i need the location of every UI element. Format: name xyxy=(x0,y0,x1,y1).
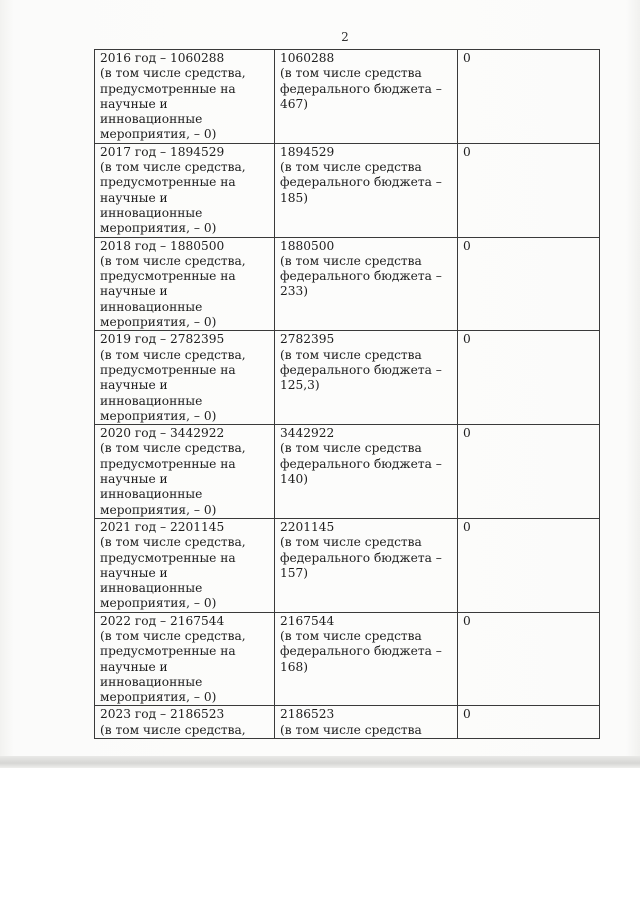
other-funding-cell xyxy=(458,612,600,706)
budget-funding-cell xyxy=(275,143,458,237)
cell-text-line: федерального бюджета – xyxy=(280,456,442,471)
cell-text-line: 1894529 xyxy=(280,144,335,159)
cell-text-line: 233) xyxy=(280,284,309,299)
cell-text-line: предусмотренные на xyxy=(100,550,236,565)
cell-text-line: инновационные xyxy=(100,487,203,502)
cell-text-line: (в том числе средства, xyxy=(100,66,246,81)
scan-edge xyxy=(0,756,640,768)
other-funding-cell xyxy=(458,706,600,739)
cell-text-line: 0 xyxy=(463,613,471,628)
cell-text-line: научные и xyxy=(100,96,168,111)
cell-text-line: 140) xyxy=(280,472,309,487)
table-row xyxy=(95,331,600,425)
budget-table xyxy=(94,49,600,739)
cell-text-line: инновационные xyxy=(100,299,203,314)
budget-funding-cell xyxy=(275,706,458,739)
cell-text-line: инновационные xyxy=(100,205,203,220)
budget-funding-cell xyxy=(275,237,458,331)
budget-funding-cell xyxy=(275,425,458,519)
cell-text-line: 1060288 xyxy=(280,51,335,65)
cell-text-line: 0 xyxy=(463,426,471,441)
cell-text-line: научные и xyxy=(100,472,168,487)
cell-text-line: 2023 год – 2186523 xyxy=(100,707,225,722)
cell-text-line: (в том числе средства xyxy=(280,628,422,643)
other-funding-cell xyxy=(458,425,600,519)
cell-text-line: научные и xyxy=(100,284,168,299)
cell-text-line: (в том числе средства, xyxy=(100,160,246,175)
cell-text-line: (в том числе средства, xyxy=(100,535,246,550)
cell-text-line: мероприятия, – 0) xyxy=(100,502,217,517)
total-funding-cell xyxy=(95,706,275,739)
cell-text-line: мероприятия, – 0) xyxy=(100,127,217,142)
cell-text-line: научные и xyxy=(100,190,168,205)
other-funding-cell xyxy=(458,143,600,237)
total-funding-cell xyxy=(95,143,275,237)
cell-text-line: научные и xyxy=(100,378,168,393)
cell-text-line: (в том числе средства xyxy=(280,160,422,175)
cell-text-line: (в том числе средства, xyxy=(100,628,246,643)
total-funding-cell xyxy=(95,425,275,519)
cell-text-line: научные и xyxy=(100,659,168,674)
cell-text-line: 2782395 xyxy=(280,332,335,347)
cell-text-line: 2022 год – 2167544 xyxy=(100,613,225,628)
cell-text-line: (в том числе средства, xyxy=(100,722,246,737)
cell-text-line: мероприятия, – 0) xyxy=(100,221,217,236)
total-funding-cell xyxy=(95,237,275,331)
cell-text-line: (в том числе средства xyxy=(280,722,422,737)
cell-text-line: 0 xyxy=(463,519,471,534)
other-funding-cell xyxy=(458,50,600,144)
cell-text-line: 0 xyxy=(463,238,471,253)
cell-text-line: (в том числе средства xyxy=(280,347,422,362)
cell-text-line: федерального бюджета – xyxy=(280,175,442,190)
other-funding-cell xyxy=(458,331,600,425)
cell-text-line: 2021 год – 2201145 xyxy=(100,519,225,534)
table-row xyxy=(95,143,600,237)
cell-text-line: федерального бюджета – xyxy=(280,81,442,96)
cell-text-line: мероприятия, – 0) xyxy=(100,408,217,423)
cell-text-line: (в том числе средства xyxy=(280,66,422,81)
table-row xyxy=(95,706,600,739)
total-funding-cell xyxy=(95,331,275,425)
cell-text-line: 185) xyxy=(280,190,309,205)
cell-text-line: (в том числе средства, xyxy=(100,347,246,362)
cell-text-line: федерального бюджета – xyxy=(280,550,442,565)
cell-text-line: 3442922 xyxy=(280,426,335,441)
total-funding-cell xyxy=(95,518,275,612)
cell-text-line: 157) xyxy=(280,565,309,580)
table-row xyxy=(95,612,600,706)
table-row xyxy=(95,425,600,519)
cell-text-line: инновационные xyxy=(100,112,203,127)
page-number: 2 xyxy=(341,30,349,44)
cell-text-line: 2017 год – 1894529 xyxy=(100,144,225,159)
cell-text-line: предусмотренные на xyxy=(100,644,236,659)
cell-text-line: (в том числе средства xyxy=(280,253,422,268)
cell-text-line: федерального бюджета – xyxy=(280,269,442,284)
cell-text-line: 2019 год – 2782395 xyxy=(100,332,225,347)
cell-text-line: 467) xyxy=(280,96,309,111)
budget-funding-cell xyxy=(275,612,458,706)
cell-text-line: (в том числе средства, xyxy=(100,441,246,456)
cell-text-line: предусмотренные на xyxy=(100,362,236,377)
cell-text-line: предусмотренные на xyxy=(100,81,236,96)
cell-text-line: инновационные xyxy=(100,393,203,408)
budget-funding-cell xyxy=(275,518,458,612)
cell-text-line: 2186523 xyxy=(280,707,335,722)
cell-text-line: мероприятия, – 0) xyxy=(100,690,217,705)
table-row xyxy=(95,50,600,144)
cell-text-line: (в том числе средства xyxy=(280,441,422,456)
cell-text-line: инновационные xyxy=(100,581,203,596)
cell-text-line: предусмотренные на xyxy=(100,175,236,190)
total-funding-cell xyxy=(95,612,275,706)
cell-text-line: 2020 год – 3442922 xyxy=(100,426,225,441)
table-row xyxy=(95,518,600,612)
cell-text-line: 125,3) xyxy=(280,378,320,393)
cell-text-line: 168) xyxy=(280,659,309,674)
cell-text-line: 2167544 xyxy=(280,613,335,628)
cell-text-line: научные и xyxy=(100,565,168,580)
table-row xyxy=(95,237,600,331)
cell-text-line: предусмотренные на xyxy=(100,456,236,471)
cell-text-line: 0 xyxy=(463,144,471,159)
cell-text-line: 0 xyxy=(463,707,471,722)
cell-text-line: 2016 год – 1060288 xyxy=(100,51,225,65)
cell-text-line: мероприятия, – 0) xyxy=(100,596,217,611)
cell-text-line: инновационные xyxy=(100,674,203,689)
cell-text-line: предусмотренные на xyxy=(100,269,236,284)
other-funding-cell xyxy=(458,237,600,331)
budget-funding-cell xyxy=(275,50,458,144)
cell-text-line: 1880500 xyxy=(280,238,335,253)
total-funding-cell xyxy=(95,50,275,144)
cell-text-line: (в том числе средства xyxy=(280,535,422,550)
cell-text-line: 2201145 xyxy=(280,519,335,534)
cell-text-line: 0 xyxy=(463,332,471,347)
cell-text-line: мероприятия, – 0) xyxy=(100,315,217,330)
budget-funding-cell xyxy=(275,331,458,425)
cell-text-line: 2018 год – 1880500 xyxy=(100,238,225,253)
cell-text-line: 0 xyxy=(463,51,471,65)
cell-text-line: федерального бюджета – xyxy=(280,644,442,659)
cell-text-line: (в том числе средства, xyxy=(100,253,246,268)
cell-text-line: федерального бюджета – xyxy=(280,362,442,377)
other-funding-cell xyxy=(458,518,600,612)
